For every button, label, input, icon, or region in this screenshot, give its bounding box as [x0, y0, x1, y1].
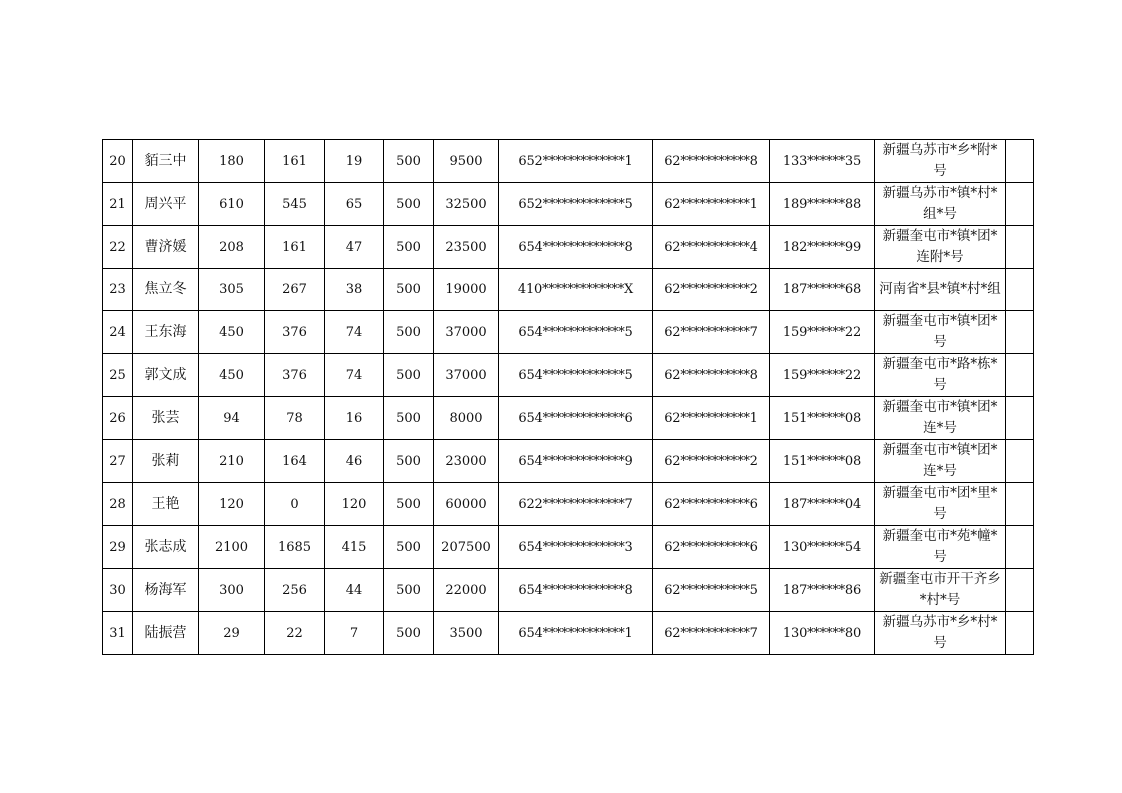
name-cell: 张芸: [133, 397, 199, 440]
value-5-cell: 3500: [434, 612, 499, 655]
name-cell: 陆振营: [133, 612, 199, 655]
value-3-cell: 65: [325, 183, 384, 226]
value-4-cell: 500: [384, 226, 434, 269]
value-1-cell: 94: [199, 397, 265, 440]
name-cell: 张莉: [133, 440, 199, 483]
extra-cell: [1006, 483, 1034, 526]
extra-cell: [1006, 397, 1034, 440]
value-2-cell: 256: [265, 569, 325, 612]
table-row: [103, 311, 1034, 354]
value-4-cell: 500: [384, 140, 434, 183]
table-row: [103, 612, 1034, 655]
name-cell: 周兴平: [133, 183, 199, 226]
row-number-cell: 31: [103, 612, 133, 655]
account-number-cell: 62***********8: [653, 354, 770, 397]
table-row: [103, 440, 1034, 483]
value-5-cell: 207500: [434, 526, 499, 569]
table-row: [103, 569, 1034, 612]
address-cell: 河南省*县*镇*村*组: [875, 269, 1006, 311]
name-cell: 焦立冬: [133, 269, 199, 311]
account-number-cell: 62***********6: [653, 526, 770, 569]
phone-number-cell: 187******86: [770, 569, 875, 612]
value-5-cell: 9500: [434, 140, 499, 183]
value-4-cell: 500: [384, 269, 434, 311]
table-row: [103, 183, 1034, 226]
table-row: [103, 140, 1034, 183]
address-cell: 新疆奎屯市*团*里*号: [875, 483, 1006, 526]
value-2-cell: 376: [265, 354, 325, 397]
name-cell: 王艳: [133, 483, 199, 526]
id-number-cell: 410*************X: [499, 269, 653, 311]
value-3-cell: 19: [325, 140, 384, 183]
table-row: [103, 354, 1034, 397]
phone-number-cell: 159******22: [770, 354, 875, 397]
address-cell: 新疆乌苏市*乡*附*号: [875, 140, 1006, 183]
id-number-cell: 654*************8: [499, 569, 653, 612]
value-4-cell: 500: [384, 483, 434, 526]
value-1-cell: 180: [199, 140, 265, 183]
value-5-cell: 23000: [434, 440, 499, 483]
account-number-cell: 62***********2: [653, 269, 770, 311]
value-5-cell: 8000: [434, 397, 499, 440]
address-cell: 新疆奎屯市*镇*团*号: [875, 311, 1006, 354]
id-number-cell: 654*************1: [499, 612, 653, 655]
row-number-cell: 27: [103, 440, 133, 483]
row-number-cell: 21: [103, 183, 133, 226]
value-2-cell: 267: [265, 269, 325, 311]
phone-number-cell: 187******68: [770, 269, 875, 311]
extra-cell: [1006, 612, 1034, 655]
row-number-cell: 30: [103, 569, 133, 612]
phone-number-cell: 130******54: [770, 526, 875, 569]
value-3-cell: 44: [325, 569, 384, 612]
value-3-cell: 46: [325, 440, 384, 483]
id-number-cell: 654*************5: [499, 311, 653, 354]
table-body: [103, 140, 1034, 655]
phone-number-cell: 151******08: [770, 440, 875, 483]
value-1-cell: 450: [199, 311, 265, 354]
value-1-cell: 450: [199, 354, 265, 397]
id-number-cell: 654*************5: [499, 354, 653, 397]
address-cell: 新疆奎屯市*路*栋*号: [875, 354, 1006, 397]
id-number-cell: 654*************6: [499, 397, 653, 440]
id-number-cell: 654*************9: [499, 440, 653, 483]
value-1-cell: 210: [199, 440, 265, 483]
name-cell: 貊三中: [133, 140, 199, 183]
extra-cell: [1006, 311, 1034, 354]
value-3-cell: 120: [325, 483, 384, 526]
address-cell: 新疆乌苏市*乡*村*号: [875, 612, 1006, 655]
name-cell: 郭文成: [133, 354, 199, 397]
row-number-cell: 29: [103, 526, 133, 569]
value-5-cell: 32500: [434, 183, 499, 226]
value-4-cell: 500: [384, 397, 434, 440]
data-table: [102, 139, 1034, 655]
extra-cell: [1006, 440, 1034, 483]
extra-cell: [1006, 269, 1034, 311]
table-row: [103, 526, 1034, 569]
value-1-cell: 610: [199, 183, 265, 226]
value-2-cell: 78: [265, 397, 325, 440]
value-1-cell: 300: [199, 569, 265, 612]
account-number-cell: 62***********7: [653, 311, 770, 354]
account-number-cell: 62***********6: [653, 483, 770, 526]
id-number-cell: 654*************8: [499, 226, 653, 269]
value-1-cell: 29: [199, 612, 265, 655]
value-2-cell: 22: [265, 612, 325, 655]
id-number-cell: 652*************1: [499, 140, 653, 183]
value-2-cell: 0: [265, 483, 325, 526]
value-3-cell: 16: [325, 397, 384, 440]
value-4-cell: 500: [384, 612, 434, 655]
value-2-cell: 1685: [265, 526, 325, 569]
name-cell: 杨海军: [133, 569, 199, 612]
account-number-cell: 62***********2: [653, 440, 770, 483]
phone-number-cell: 187******04: [770, 483, 875, 526]
phone-number-cell: 182******99: [770, 226, 875, 269]
phone-number-cell: 133******35: [770, 140, 875, 183]
value-1-cell: 2100: [199, 526, 265, 569]
value-5-cell: 37000: [434, 311, 499, 354]
row-number-cell: 25: [103, 354, 133, 397]
value-3-cell: 415: [325, 526, 384, 569]
value-3-cell: 74: [325, 354, 384, 397]
value-5-cell: 22000: [434, 569, 499, 612]
row-number-cell: 22: [103, 226, 133, 269]
value-3-cell: 7: [325, 612, 384, 655]
id-number-cell: 622*************7: [499, 483, 653, 526]
value-4-cell: 500: [384, 311, 434, 354]
account-number-cell: 62***********1: [653, 183, 770, 226]
value-4-cell: 500: [384, 183, 434, 226]
value-4-cell: 500: [384, 526, 434, 569]
value-3-cell: 74: [325, 311, 384, 354]
account-number-cell: 62***********5: [653, 569, 770, 612]
phone-number-cell: 151******08: [770, 397, 875, 440]
account-number-cell: 62***********8: [653, 140, 770, 183]
value-2-cell: 164: [265, 440, 325, 483]
extra-cell: [1006, 140, 1034, 183]
address-cell: 新疆奎屯市*镇*团*连附*号: [875, 226, 1006, 269]
row-number-cell: 23: [103, 269, 133, 311]
extra-cell: [1006, 569, 1034, 612]
value-2-cell: 545: [265, 183, 325, 226]
extra-cell: [1006, 226, 1034, 269]
account-number-cell: 62***********7: [653, 612, 770, 655]
row-number-cell: 20: [103, 140, 133, 183]
value-3-cell: 38: [325, 269, 384, 311]
account-number-cell: 62***********1: [653, 397, 770, 440]
value-2-cell: 161: [265, 226, 325, 269]
account-number-cell: 62***********4: [653, 226, 770, 269]
phone-number-cell: 130******80: [770, 612, 875, 655]
value-3-cell: 47: [325, 226, 384, 269]
table-row: [103, 226, 1034, 269]
table-row: [103, 483, 1034, 526]
phone-number-cell: 189******88: [770, 183, 875, 226]
table-row: [103, 397, 1034, 440]
value-2-cell: 376: [265, 311, 325, 354]
extra-cell: [1006, 526, 1034, 569]
value-4-cell: 500: [384, 569, 434, 612]
value-4-cell: 500: [384, 354, 434, 397]
row-number-cell: 28: [103, 483, 133, 526]
name-cell: 王东海: [133, 311, 199, 354]
table-row: [103, 269, 1034, 311]
value-1-cell: 120: [199, 483, 265, 526]
address-cell: 新疆奎屯市*镇*团*连*号: [875, 440, 1006, 483]
value-1-cell: 305: [199, 269, 265, 311]
value-4-cell: 500: [384, 440, 434, 483]
name-cell: 曹济媛: [133, 226, 199, 269]
address-cell: 新疆乌苏市*镇*村*组*号: [875, 183, 1006, 226]
value-2-cell: 161: [265, 140, 325, 183]
extra-cell: [1006, 354, 1034, 397]
id-number-cell: 654*************3: [499, 526, 653, 569]
row-number-cell: 26: [103, 397, 133, 440]
value-5-cell: 37000: [434, 354, 499, 397]
address-cell: 新疆奎屯市开干齐乡*村*号: [875, 569, 1006, 612]
phone-number-cell: 159******22: [770, 311, 875, 354]
name-cell: 张志成: [133, 526, 199, 569]
address-cell: 新疆奎屯市*镇*团*连*号: [875, 397, 1006, 440]
value-5-cell: 23500: [434, 226, 499, 269]
value-1-cell: 208: [199, 226, 265, 269]
id-number-cell: 652*************5: [499, 183, 653, 226]
extra-cell: [1006, 183, 1034, 226]
value-5-cell: 19000: [434, 269, 499, 311]
row-number-cell: 24: [103, 311, 133, 354]
value-5-cell: 60000: [434, 483, 499, 526]
address-cell: 新疆奎屯市*苑*幢*号: [875, 526, 1006, 569]
